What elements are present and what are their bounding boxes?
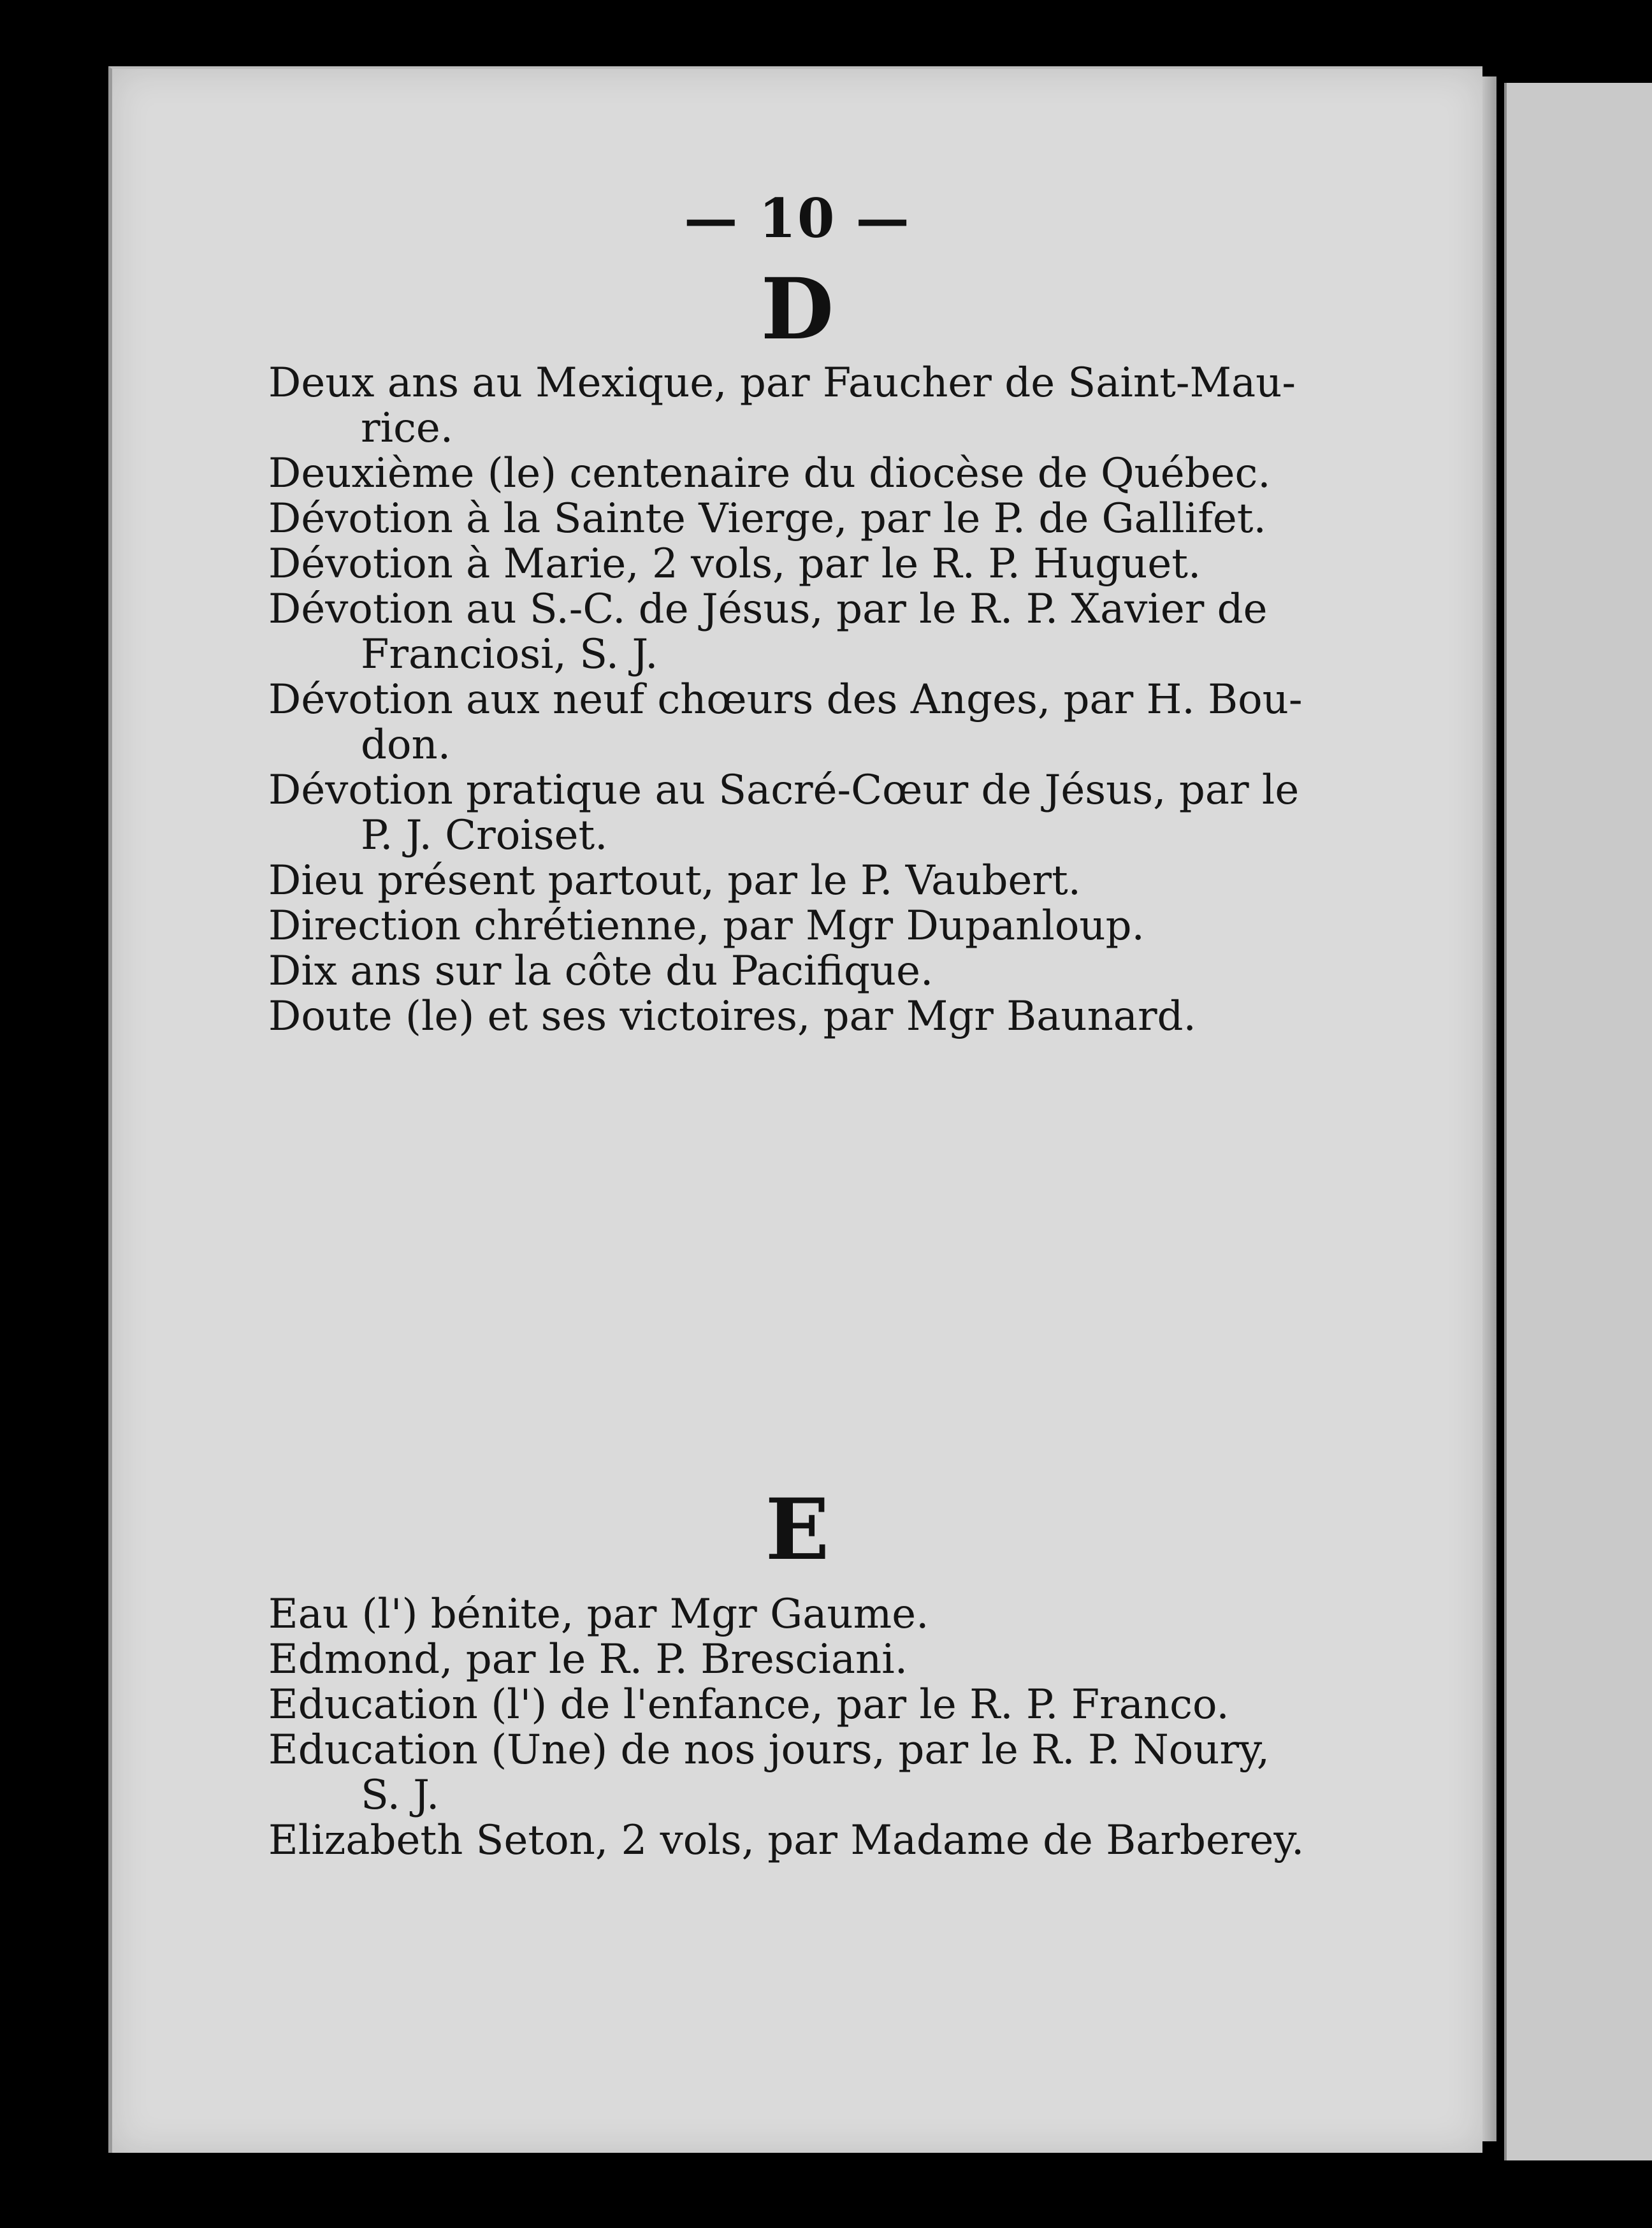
- page-number: — 10 —: [684, 187, 911, 250]
- list-item: Dévotion au S.-C. de Jésus, par le R. P. Xavier de Franciosi, S. J.: [268, 586, 1268, 678]
- list-item: Dix ans sur la côte du Pacifique.: [268, 948, 934, 995]
- list-item: Dévotion pratique au Sacré-Cœur de Jésus, par le P. J. Croiset.: [268, 767, 1300, 859]
- list-item: Dévotion à Marie, 2 vols, par le R. P. Huguet.: [268, 540, 1201, 588]
- list-item: Doute (le) et ses victoires, par Mgr Baunard.: [268, 993, 1196, 1040]
- list-item: Elizabeth Seton, 2 vols, par Madame de Barberey.: [268, 1817, 1305, 1864]
- list-item: Dévotion à la Sainte Vierge, par le P. de Gallifet.: [268, 495, 1266, 542]
- list-item: Dieu présent partout, par le P. Vaubert.: [268, 857, 1081, 904]
- list-item: Direction chrétienne, par Mgr Dupanloup.: [268, 902, 1145, 950]
- section-heading-d: D: [760, 260, 834, 359]
- document-page: [108, 66, 1482, 2153]
- section-heading-e: E: [765, 1480, 830, 1579]
- list-item: Dévotion aux neuf chœurs des Anges, par H. Bou- don.: [268, 676, 1303, 769]
- entry-list-e: [268, 1592, 1435, 1863]
- list-item: Edmond, par le R. P. Bresciani.: [268, 1636, 908, 1683]
- entry-list-d: [268, 361, 1435, 1039]
- list-item: Education (Une) de nos jours, par le R. P. Noury, S. J.: [268, 1726, 1270, 1819]
- list-item: Deux ans au Mexique, par Faucher de Saint-Mau- rice.: [268, 359, 1296, 452]
- list-item: Deuxième (le) centenaire du diocèse de Québec.: [268, 450, 1271, 497]
- list-item: Education (l') de l'enfance, par le R. P. Franco.: [268, 1681, 1229, 1728]
- list-item: Eau (l') bénite, par Mgr Gaume.: [268, 1591, 929, 1638]
- adjacent-page-edge: [1504, 83, 1652, 2160]
